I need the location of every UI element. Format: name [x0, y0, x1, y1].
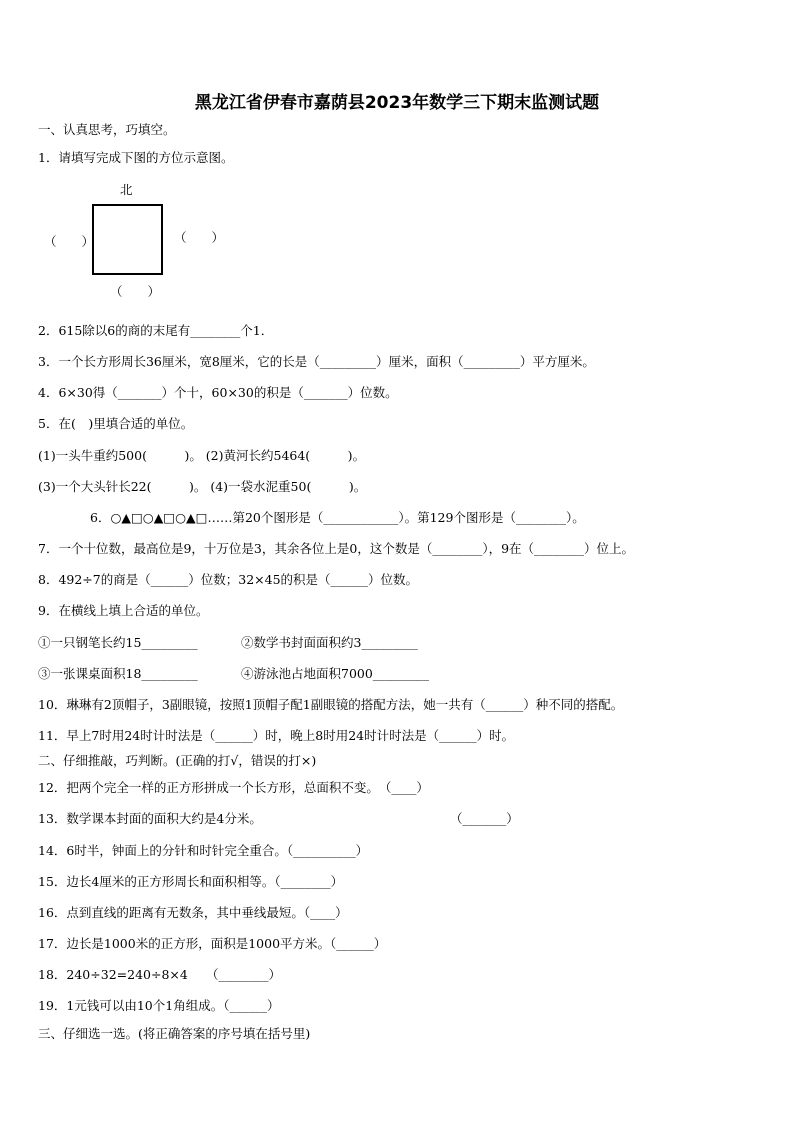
question-17: 17．边长是1000米的正方形，面积是1000平方米。（______）	[38, 936, 387, 951]
question-5-part-b: (3)一个大头针长22( )。 (4)一袋水泥重50( )。	[38, 479, 367, 494]
question-2: 2．615除以6的商的末尾有________个1．	[38, 323, 274, 338]
question-11: 11．早上7时用24时计时法是（______）时，晚上8时用24时计时法是（______）时。	[38, 728, 515, 743]
question-9: 9．在横线上填上合适的单位。	[38, 603, 209, 618]
page-title: 黑龙江省伊春市嘉荫县2023年数学三下期末监测试题	[194, 93, 600, 113]
south-blank: （ ）	[110, 284, 161, 299]
east-blank: （ ）	[174, 230, 225, 245]
question-18: 18．240÷32=240÷8×4	[38, 967, 188, 982]
question-3: 3．一个长方形周长36厘米，宽8厘米，它的长是（_________）厘米，面积（_________）平方厘米。	[38, 354, 595, 369]
question-13-blank: （_______）	[450, 811, 519, 826]
question-16: 16．点到直线的距离有无数条，其中垂线最短。（____）	[38, 905, 348, 920]
question-10: 10．琳琳有2顶帽子，3副眼镜，按照1顶帽子配1副眼镜的搭配方法，她一共有（______）种不同的搭配。	[38, 697, 624, 712]
section-heading-1: 一、认真思考，巧填空。	[38, 122, 176, 137]
section-heading-3: 三、仔细选一选。(将正确答案的序号填在括号里)	[38, 1026, 311, 1041]
question-5-part-a: (1)一头牛重约500( )。 (2)黄河长约5464( )。	[38, 448, 366, 463]
north-label: 北	[120, 182, 133, 197]
question-19: 19．1元钱可以由10个1角组成。（______）	[38, 998, 280, 1013]
question-5: 5．在( )里填合适的单位。	[38, 416, 194, 431]
question-15: 15．边长4厘米的正方形周长和面积相等。（________）	[38, 874, 344, 889]
question-9-item-4: ④游泳池占地面积7000_________	[241, 666, 430, 681]
question-6: 6．○▲□○▲□○▲□……第20个图形是（____________）。第129个图形是（________）。	[90, 510, 585, 525]
question-14: 14．6时半，钟面上的分针和时针完全重合。（__________）	[38, 843, 369, 858]
question-13: 13．数学课本封面的面积大约是4分米。	[38, 811, 262, 826]
question-7: 7．一个十位数，最高位是9，十万位是3，其余各位上是0，这个数是（________），9在（________）位上。	[38, 541, 635, 556]
question-9-item-2: ②数学书封面面积约3_________	[241, 635, 418, 650]
question-12: 12．把两个完全一样的正方形拼成一个长方形，总面积不变。 （____）	[38, 780, 429, 795]
question-1: 1．请填写完成下图的方位示意图。	[38, 150, 234, 165]
question-9-item-1: ①一只钢笔长约15_________	[38, 635, 198, 650]
question-18-blank: （________）	[206, 967, 282, 982]
west-blank: （ ）	[44, 234, 95, 249]
question-4: 4．6×30得（_______）个十，60×30的积是（_______）位数。	[38, 385, 398, 400]
question-9-item-3: ③一张课桌面积18_________	[38, 666, 198, 681]
direction-square	[92, 204, 163, 275]
question-8: 8．492÷7的商是（______）位数；32×45的积是（______）位数。	[38, 572, 419, 587]
section-heading-2: 二、仔细推敲，巧判断。(正确的打√，错误的打×)	[38, 753, 317, 768]
